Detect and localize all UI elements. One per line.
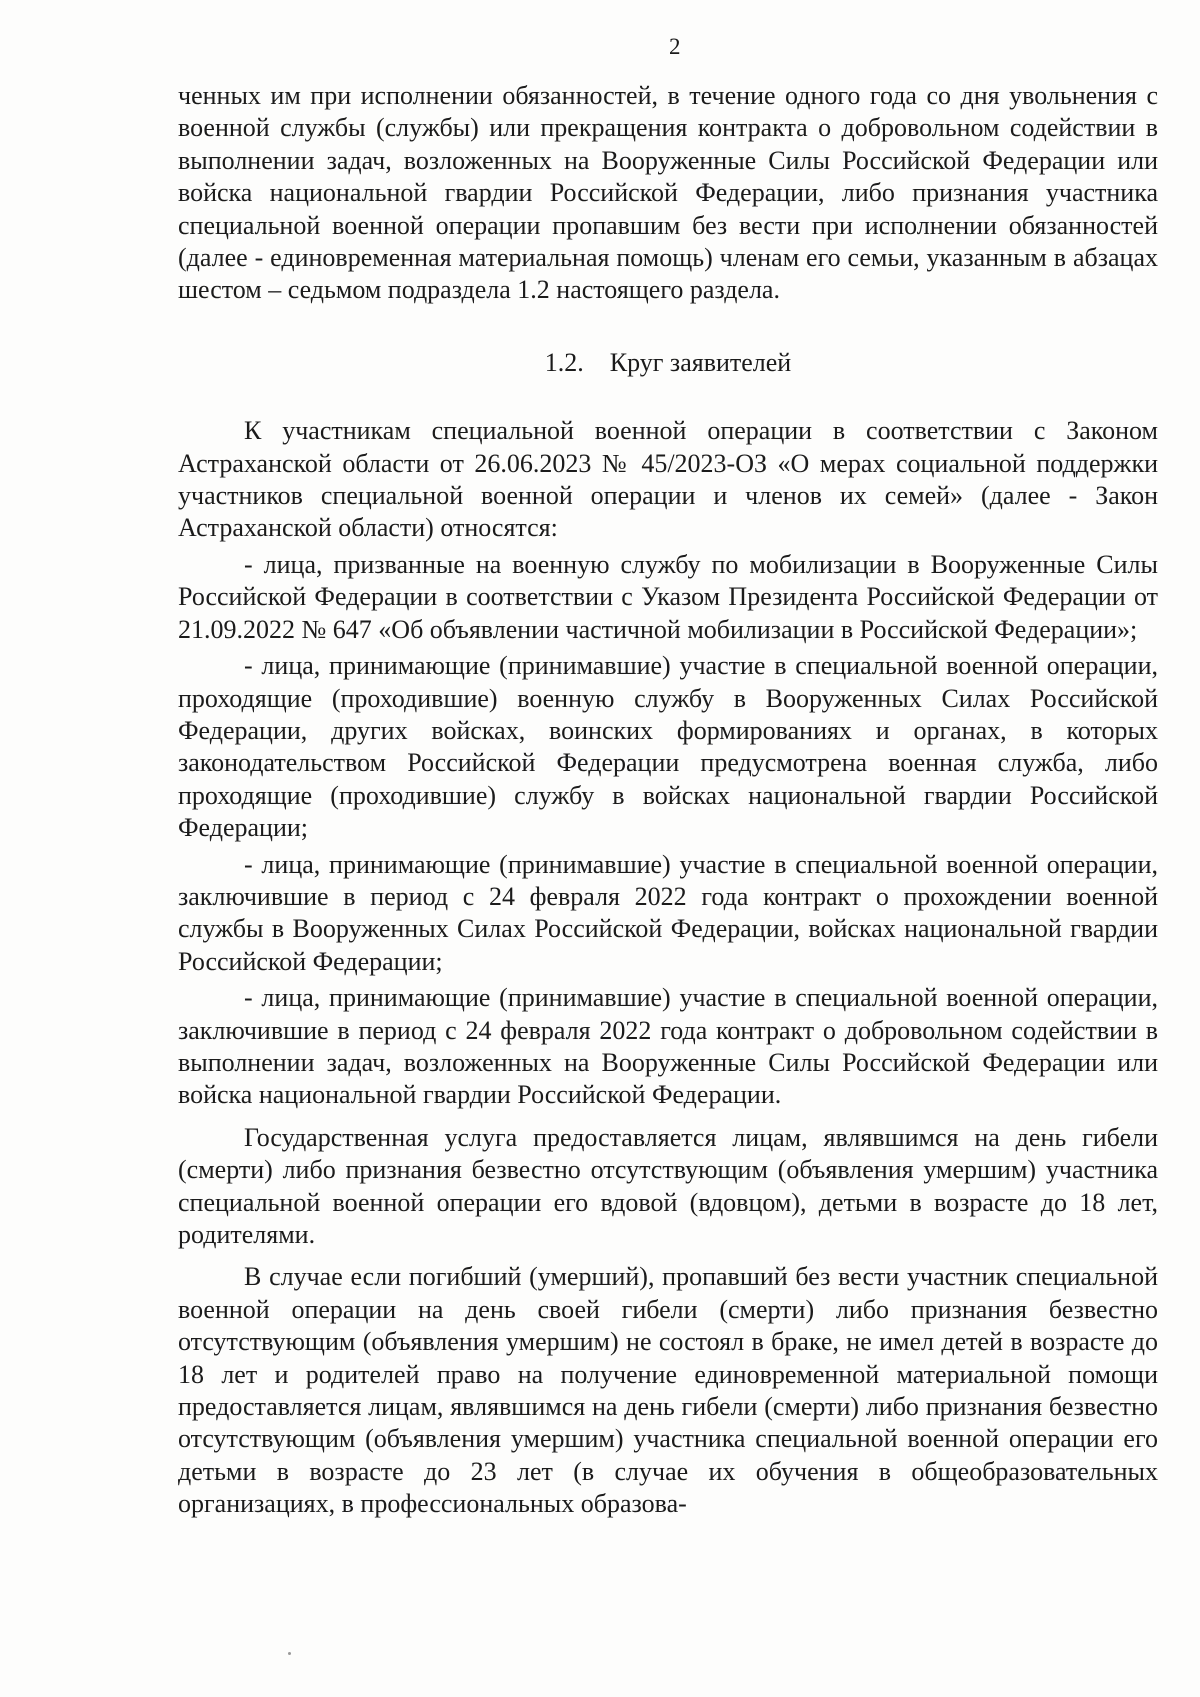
section-number: 1.2. — [544, 347, 584, 377]
list-item-mobilized: - лица, призванные на военную службу по мобилизации в Вооруженные Силы Российской Федерации в соответствии с Указом Президента Российской Федерации от 21.09.2022 № 647 «Об объявлении частичной мобилизации в Российской Федерации»; — [178, 549, 1158, 644]
scan-speck — [288, 1652, 291, 1655]
section-title: Круг заявителей — [609, 347, 792, 377]
section-heading — [178, 347, 1158, 379]
list-item-military-service: - лица, принимающие (принимавшие) участие в специальной военной операции, проходящие (проходившие) военную службу в Вооруженных Силах Российской Федерации, других войсках, воинских формированиях и органах, в которых законодательством Российской Федерации предусмотрена военная служба, либо проходящие (проходившие) службу в войсках национальной гвардии Российской Федерации; — [178, 651, 1158, 843]
paragraph-participants-definition: К участникам специальной военной операции в соответствии с Законом Астраханской области от 26.06.2023 № 45/2023-ОЗ «О мерах социальной поддержки участников специальной военной операции и членов их семей» (далее - Закон Астраханской области) относятся: — [178, 416, 1158, 543]
list-item-contract-service: - лица, принимающие (принимавшие) участие в специальной военной операции, заключившие в период с 24 февраля 2022 года контракт о прохождении военной службы в Вооруженных Силах Российской Федерации, войсках национальной гвардии Российской Федерации; — [178, 849, 1158, 976]
list-item-volunteer-contract: - лица, принимающие (принимавшие) участие в специальной военной операции, заключившие в период с 24 февраля 2022 года контракт о добровольном содействии в выполнении задач, возложенных на Вооруженные Силы Российской Федерации или войска национальной гвардии Российской Федерации. — [178, 983, 1158, 1110]
page-number: 2 — [669, 34, 681, 59]
paragraph-service-recipients: Государственная услуга предоставляется лицам, являвшимся на день гибели (смерти) либо признания безвестно отсутствующим (объявления умершим) участника специальной военной операции его вдовой (вдовцом), детьми в возрасте до 18 лет, родителями. — [178, 1122, 1158, 1249]
paragraph-continuation: ченных им при исполнении обязанностей, в течение одного года со дня увольнения с военной службы (службы) или прекращения контракта о добровольном содействии в выполнении задач, возложенных на Вооруженные Силы Российской Федерации или войска национальной гвардии Российской Федерации, либо признания участника специальной военной операции пропавшим без вести при исполнении обязанностей (далее - единовременная материальная помощь) членам его семьи, указанным в абзацах шестом – седьмом подраздела 1.2 настоящего раздела. — [178, 81, 1158, 305]
document-body — [178, 80, 1158, 1521]
paragraph-unmarried-case: В случае если погибший (умерший), пропавший без вести участник специальной военной операции на день своей гибели (смерти) либо признания безвестно отсутствующим (объявления умершим) не состоял в браке, не имел детей в возрасте до 18 лет и родителей право на получение единовременной материальной помощи предоставляется лицам, являвшимся на день гибели (смерти) либо признания безвестно отсутствующим (объявления умершим) участника специальной военной операции его детьми в возрасте до 23 лет (в случае их обучения в общеобразовательных организациях, в профессиональных образова- — [178, 1262, 1158, 1519]
